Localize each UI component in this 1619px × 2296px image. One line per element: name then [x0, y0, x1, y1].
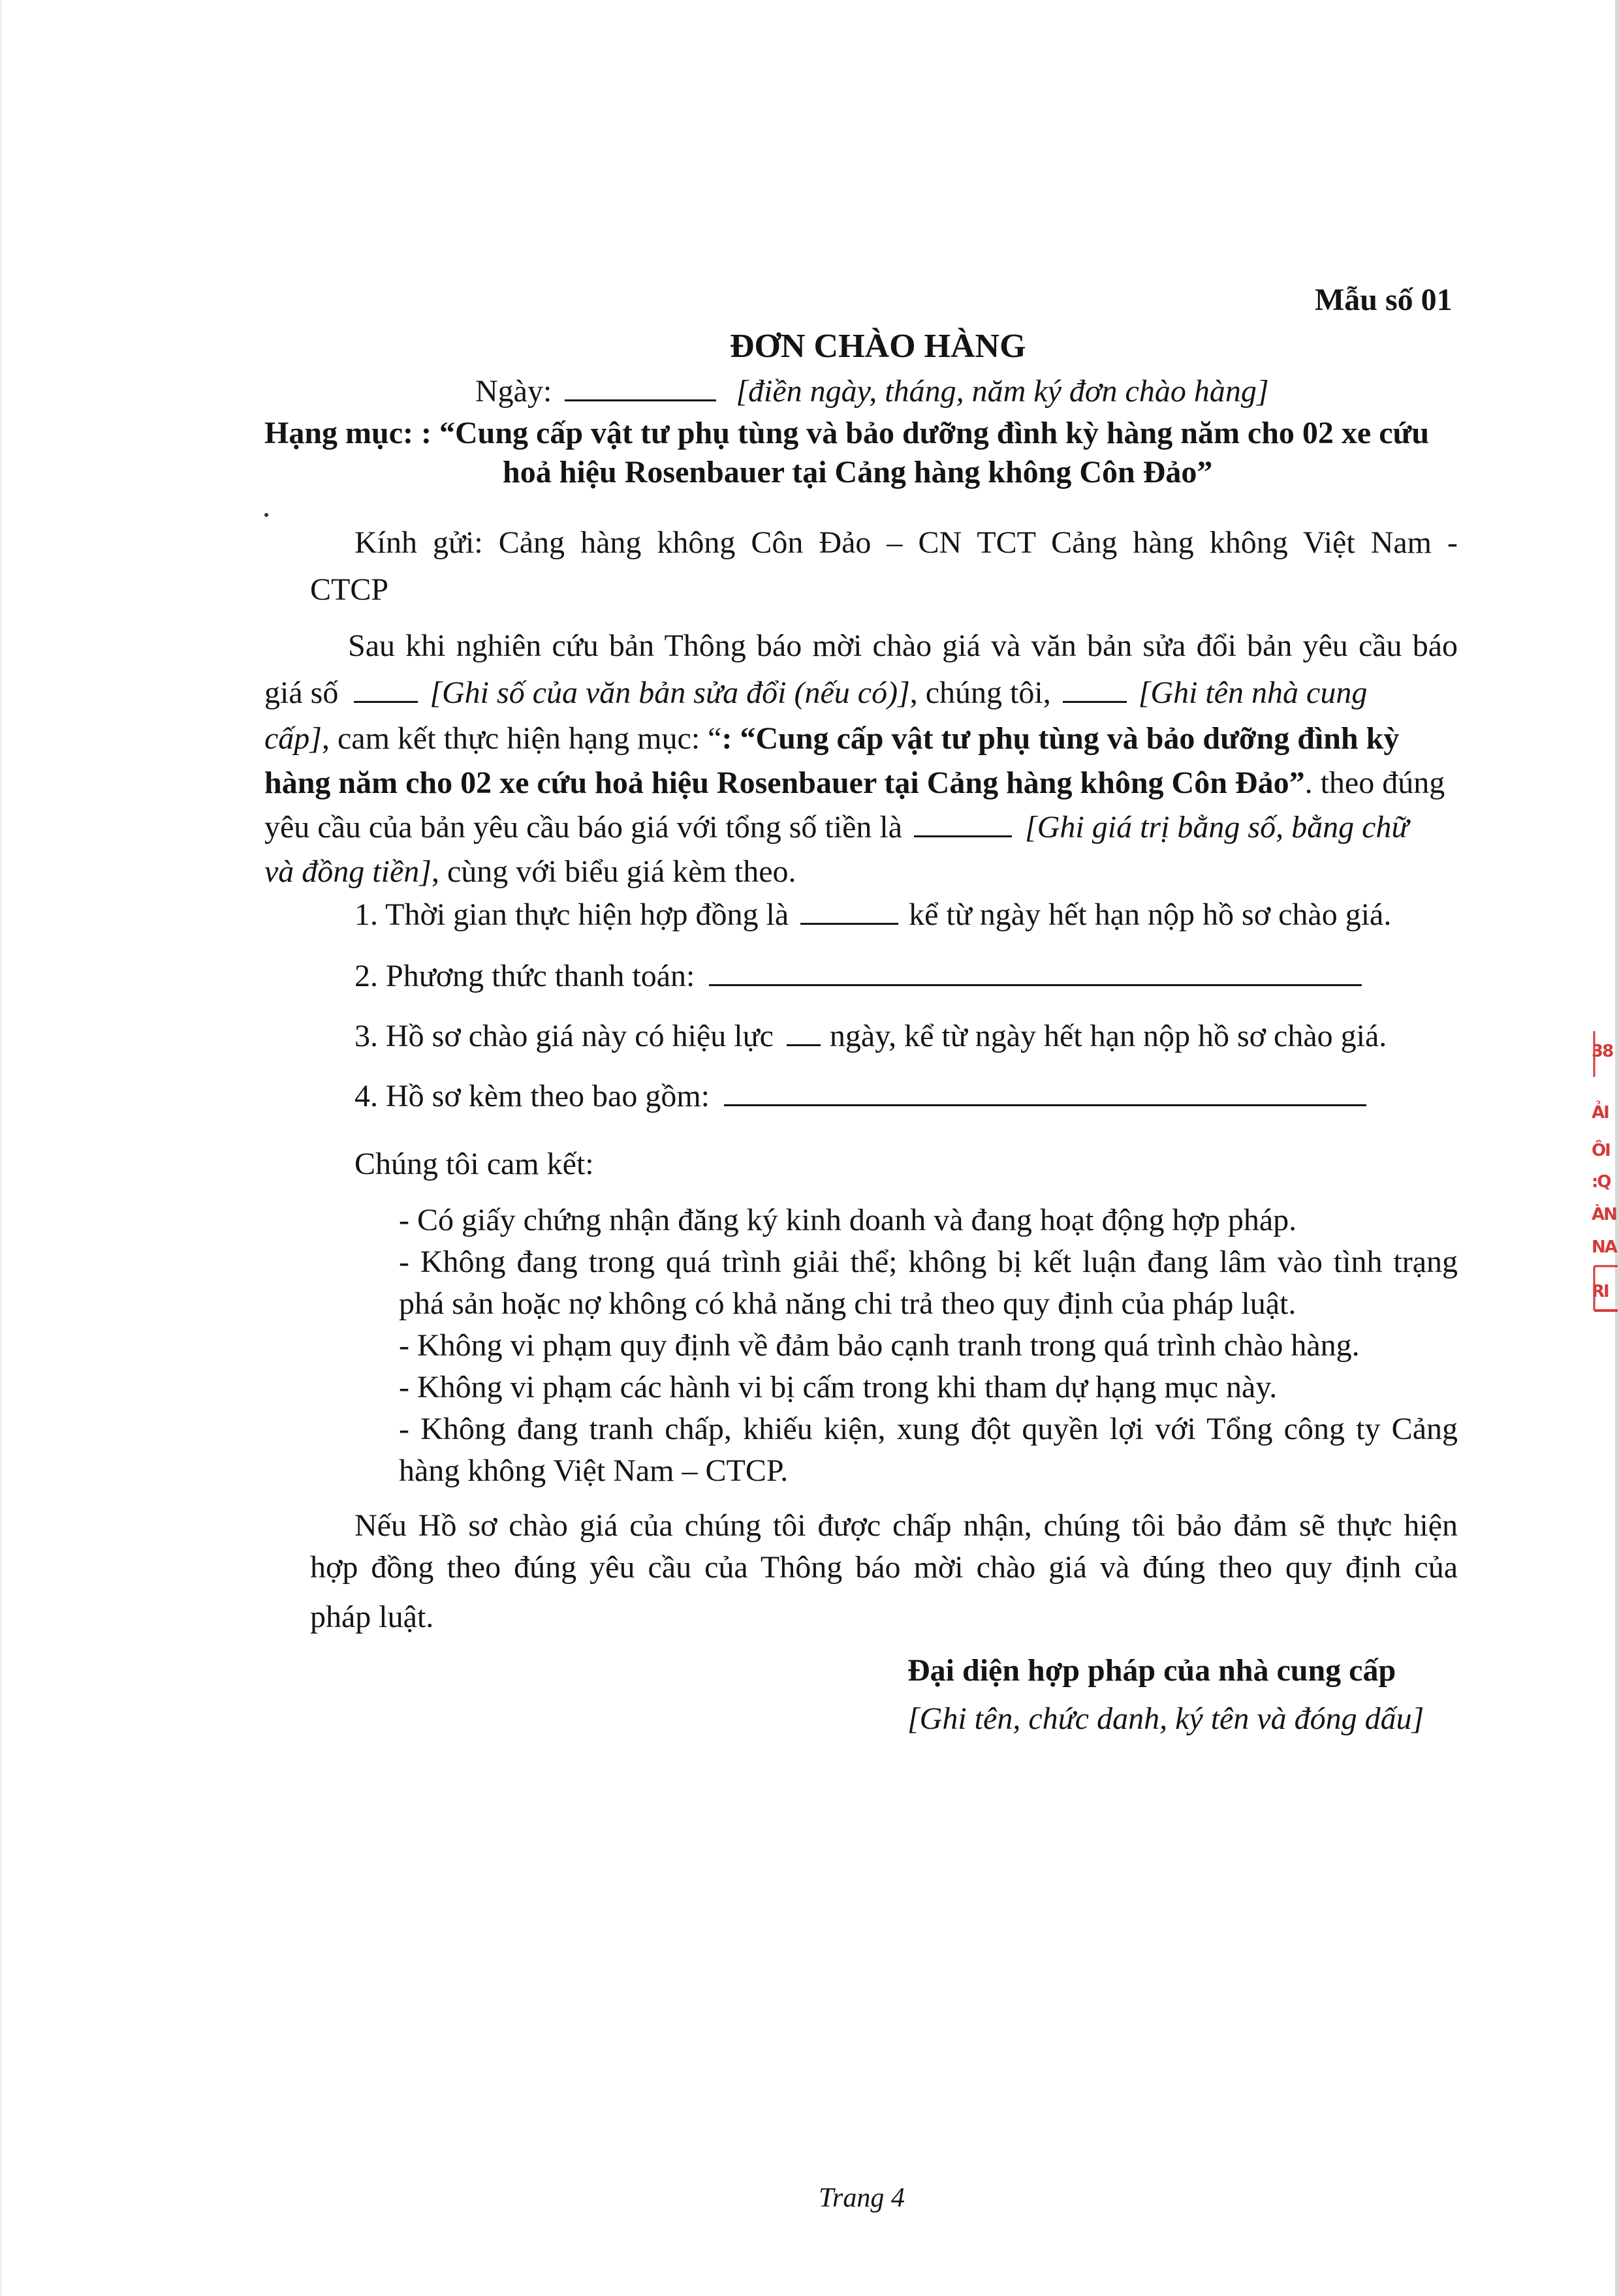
payment-method-line: [709, 955, 1362, 986]
duration-blank: [800, 894, 898, 925]
stamp-text: 38: [1592, 1042, 1613, 1061]
stamp-text: ÀN: [1592, 1205, 1616, 1224]
closing-line-1: Nếu Hồ sơ chào giá của chúng tôi được chấp nhận, chúng tôi bảo đảm sẽ thực hiện: [354, 1508, 1458, 1543]
intro-hint: [Ghi giá trị bằng số, bằng chữ: [1025, 810, 1409, 845]
item-3: [354, 1016, 1387, 1057]
intro-hint: [Ghi tên nhà cung: [1138, 675, 1368, 710]
form-number: Mẫu số 01: [1315, 283, 1453, 317]
document-title: ĐƠN CHÀO HÀNG: [730, 328, 1026, 365]
attachments-line: [724, 1076, 1366, 1106]
item-label: Hạng mục: :: [264, 416, 432, 450]
intro-text: . theo đúng: [1304, 766, 1445, 800]
commit-item-5-line-2: hàng không Việt Nam – CTCP.: [399, 1453, 789, 1488]
recipient-line-1: Kính gửi: Cảng hàng không Côn Đảo – CN TCT Cảng hàng không Việt Nam -: [354, 525, 1458, 560]
stamp-text: :Q: [1592, 1172, 1611, 1192]
item-2: [354, 955, 1362, 997]
stamp-border: [1592, 1018, 1619, 1318]
date-line: [475, 371, 1269, 412]
supplier-name-blank: [1063, 672, 1127, 703]
item-3-text: ngày, kể từ ngày hết hạn nộp hồ sơ chào giá.: [829, 1019, 1387, 1053]
commit-item-3: - Không vi phạm quy định về đảm bảo cạnh tranh trong quá trình chào hàng.: [399, 1328, 1360, 1363]
intro-line-6: [264, 851, 796, 893]
item-name-line-2: hoả hiệu Rosenbauer tại Cảng hàng không Côn Đảo”: [503, 455, 1213, 489]
item-3-text: 3. Hồ sơ chào giá này có hiệu lực: [354, 1019, 774, 1053]
item-4-text: 4. Hồ sơ kèm theo bao gồm:: [354, 1079, 710, 1113]
commit-item-4: - Không vi phạm các hành vi bị cấm trong khi tham dự hạng mục này.: [399, 1370, 1278, 1404]
item-1: [354, 894, 1391, 936]
intro-bold: hàng năm cho 02 xe cứu hoả hiệu Rosenbauer tại Cảng hàng không Côn Đảo”: [264, 766, 1305, 800]
validity-days-blank: [787, 1016, 821, 1046]
intro-text: , cùng với biểu giá kèm theo.: [431, 854, 796, 889]
intro-line-2: [264, 672, 1458, 714]
page-left-edge: [0, 0, 2, 2296]
total-amount-blank: [914, 807, 1012, 837]
commit-item-1: - Có giấy chứng nhận đăng ký kinh doanh và đang hoạt động hợp pháp.: [399, 1203, 1297, 1237]
item-1-text: kể từ ngày hết hạn nộp hồ sơ chào giá.: [909, 897, 1392, 932]
page-number: Trang 4: [819, 2183, 905, 2213]
item-2-text: 2. Phương thức thanh toán:: [354, 959, 695, 993]
intro-hint: cấp]: [264, 721, 322, 756]
commit-item-5-line-1: - Không đang tranh chấp, khiếu kiện, xung đột quyền lợi với Tổng công ty Cảng: [399, 1412, 1458, 1446]
intro-text: , cam kết thực hiện hạng mục: “: [321, 721, 722, 756]
item-4: [354, 1076, 1366, 1117]
item-line-1: [264, 412, 1458, 454]
commit-heading: Chúng tôi cam kết:: [354, 1147, 594, 1181]
commit-item-2-line-1: - Không đang trong quá trình giải thể; không bị kết luận đang lâm vào tình trạng: [399, 1245, 1458, 1279]
item-name-line-1: “Cung cấp vật tư phụ tùng và bảo dưỡng đình kỳ hàng năm cho 02 xe cứu: [439, 416, 1430, 450]
commit-item-2-line-2: phá sản hoặc nợ không có khả năng chi trả theo quy định của pháp luật.: [399, 1286, 1297, 1321]
stamp-text: RI: [1592, 1282, 1609, 1301]
intro-line-1: Sau khi nghiên cứu bản Thông báo mời chào giá và văn bản sửa đổi bản yêu cầu báo: [348, 628, 1458, 663]
signature-title: Đại diện hợp pháp của nhà cung cấp: [907, 1653, 1396, 1688]
date-label: Ngày:: [475, 374, 552, 409]
date-blank: [565, 371, 716, 401]
signature-hint: [Ghi tên, chức danh, ký tên và đóng dấu]: [907, 1701, 1424, 1736]
intro-line-3: [264, 718, 1458, 760]
stamp-text: ÔI: [1592, 1141, 1610, 1160]
intro-line-4: [264, 762, 1458, 804]
closing-line-3: pháp luật.: [310, 1600, 434, 1634]
closing-line-2: hợp đồng theo đúng yêu cầu của Thông báo mời chào giá và đúng theo quy định của: [310, 1550, 1458, 1585]
document-number-blank: [354, 672, 418, 703]
stamp-text: NA: [1592, 1237, 1616, 1257]
date-hint: [điền ngày, tháng, năm ký đơn chào hàng]: [736, 374, 1269, 409]
intro-hint: và đồng tiền]: [264, 854, 432, 889]
intro-text: yêu cầu của bản yêu cầu báo giá với tổng số tiền là: [264, 810, 903, 845]
stamp-fragment: [1592, 1018, 1619, 1318]
intro-text: , chúng tôi,: [909, 675, 1051, 710]
intro-text: giá số: [264, 675, 339, 710]
item-1-text: 1. Thời gian thực hiện hợp đồng là: [354, 897, 789, 932]
recipient-line-2: CTCP: [310, 572, 389, 607]
intro-hint: [Ghi số của văn bản sửa đổi (nếu có)]: [430, 675, 910, 710]
stray-dot: [264, 513, 268, 517]
intro-bold: : “Cung cấp vật tư phụ tùng và bảo dưỡng đình kỳ: [721, 721, 1400, 756]
stamp-text: ẢI: [1592, 1103, 1609, 1123]
intro-line-5: [264, 807, 1458, 848]
